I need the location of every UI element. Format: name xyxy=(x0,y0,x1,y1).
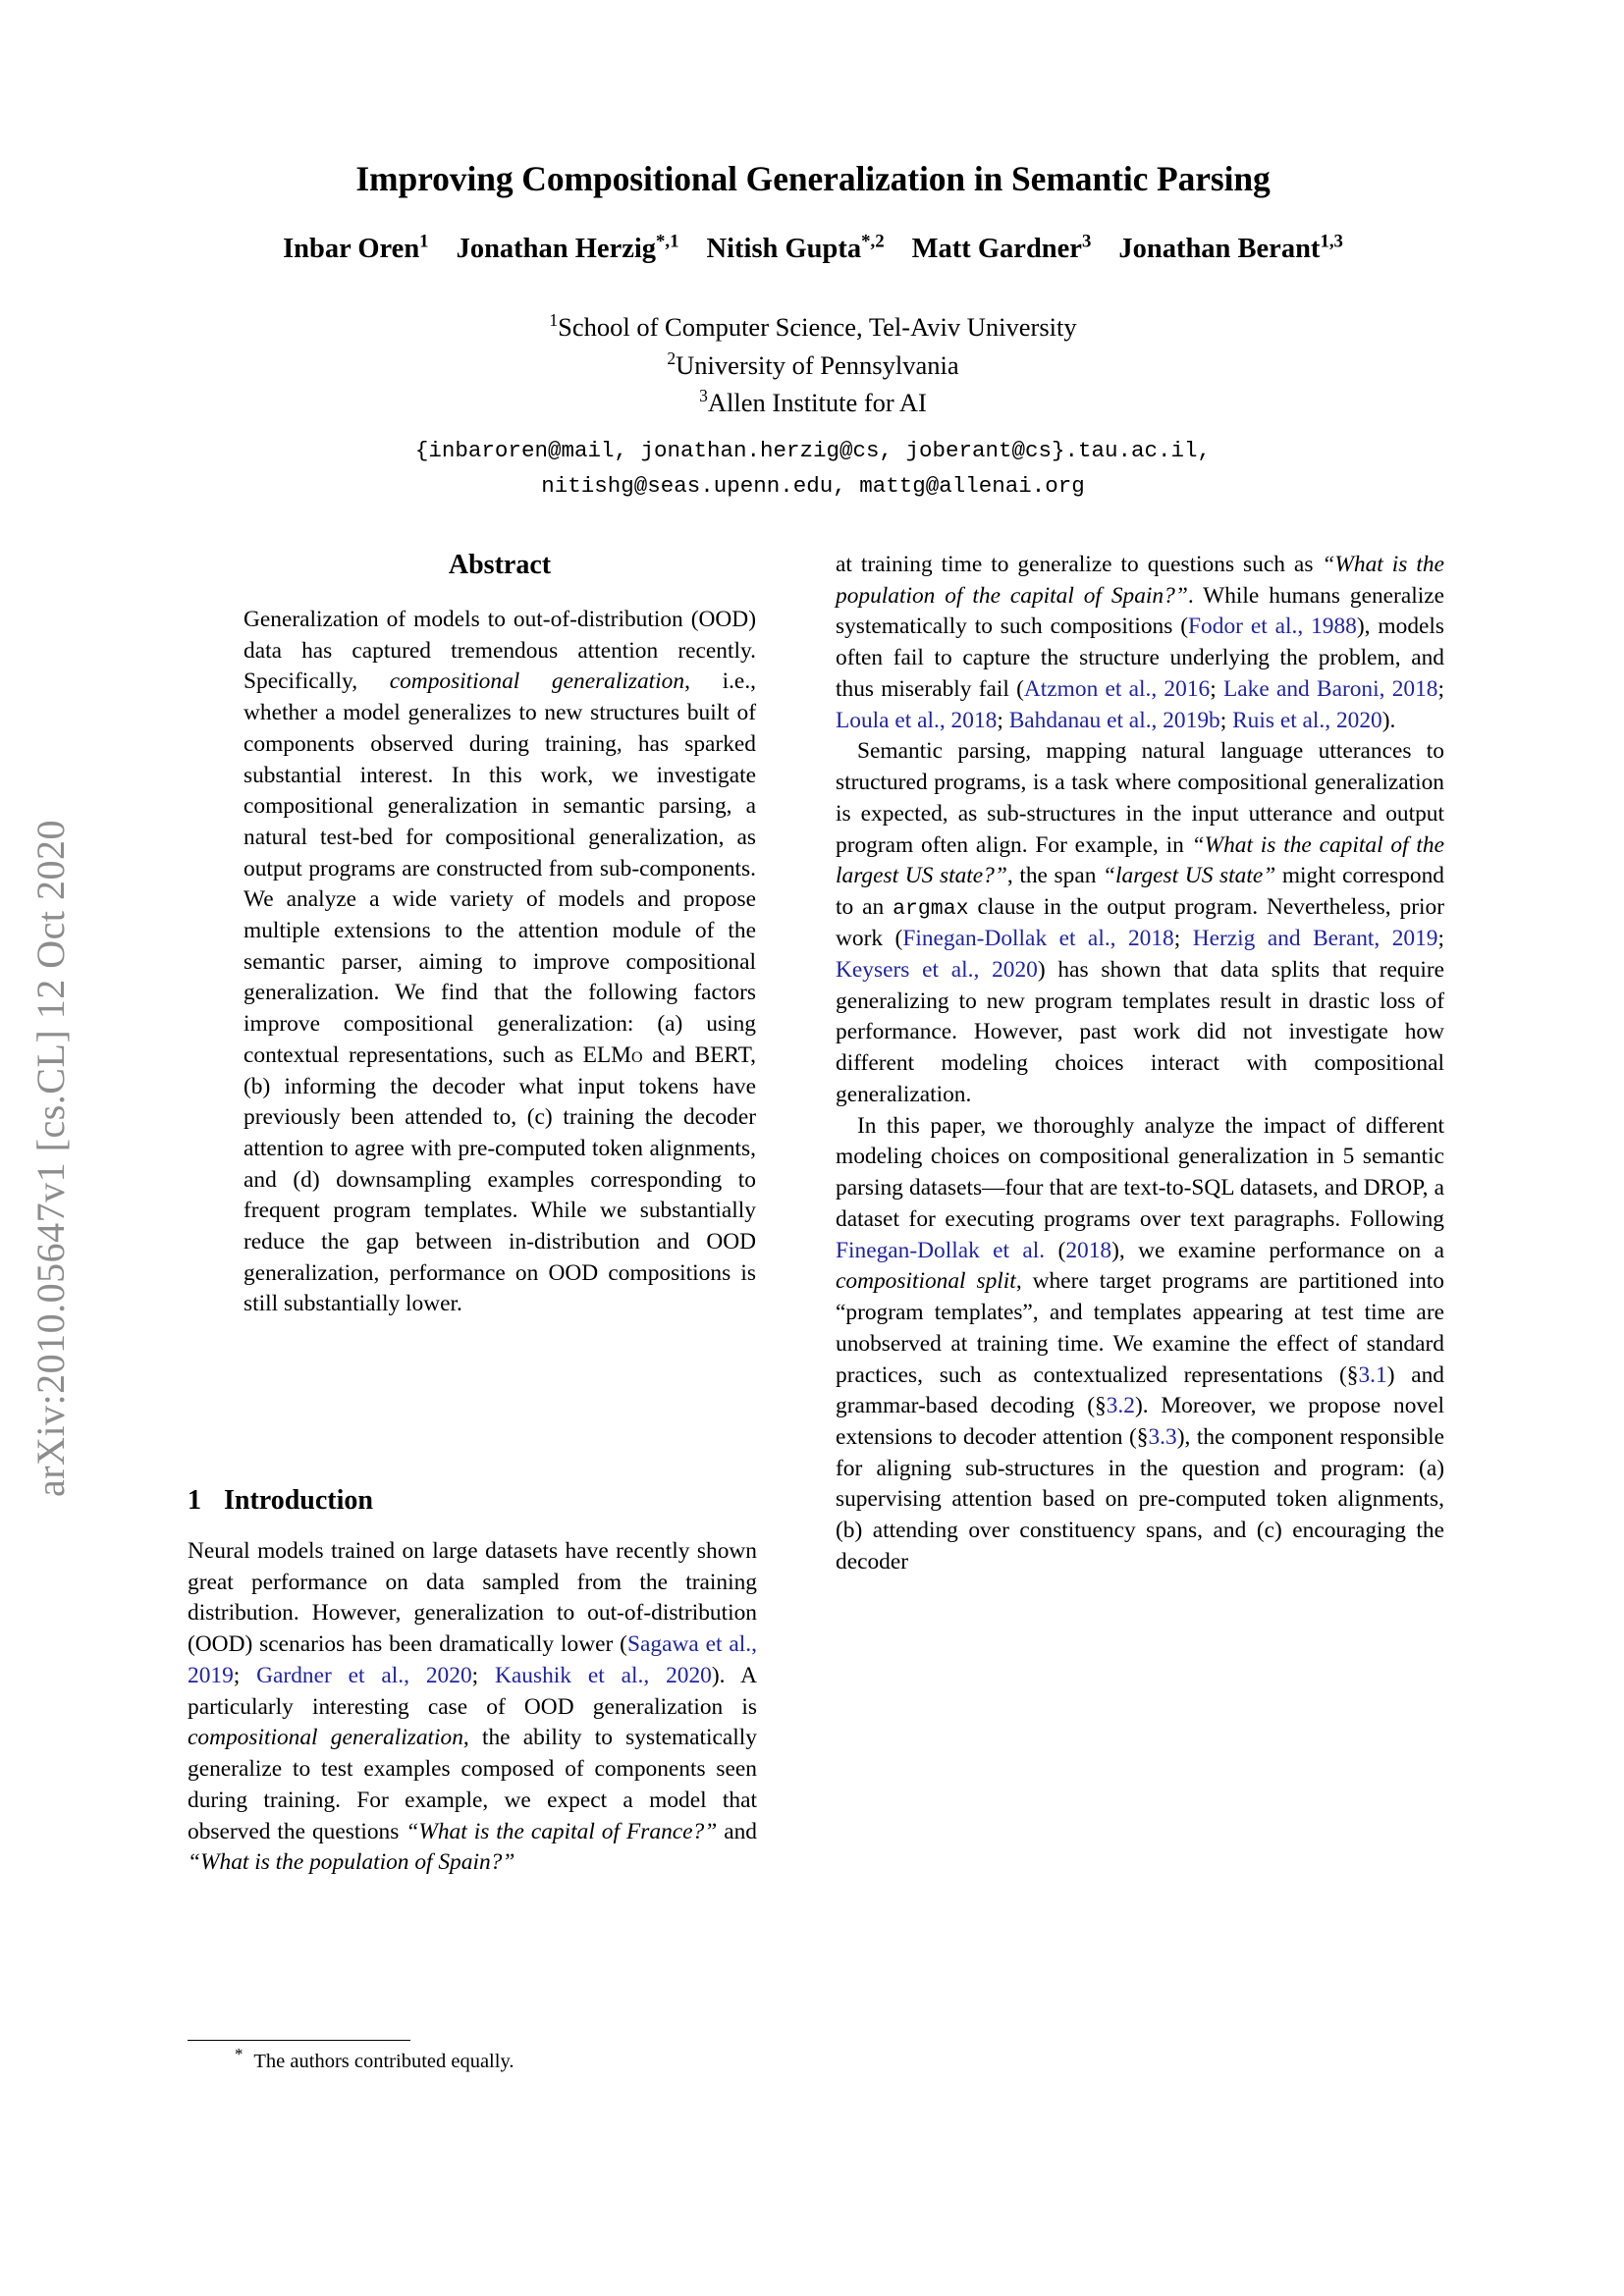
affiliation-text: School of Computer Science, Tel-Aviv University xyxy=(558,312,1077,343)
affiliation-entry xyxy=(170,308,1456,346)
citation-link[interactable]: Lake and Baroni, 2018 xyxy=(1222,675,1438,702)
example-question: “What is the capital of France?” xyxy=(406,1818,718,1844)
body-emphasis: compositional split xyxy=(836,1268,1016,1295)
body-text: might correspond to an xyxy=(836,863,1444,921)
body-text: , where target programs are partitioned into “program templates”, and templates appearing at test time are unobserved at training time. We examine the effect of standard practices, such as contextualized representations (§ xyxy=(836,1268,1445,1388)
citation-link[interactable]: Bahdanau et al., 2019b xyxy=(1008,707,1220,733)
body-text: at training time to generalize to questions such as xyxy=(836,552,1323,577)
body-text: ; xyxy=(233,1662,257,1688)
citation-link[interactable]: Fodor et al., 1988 xyxy=(1188,614,1357,640)
affiliation-entry xyxy=(170,347,1456,384)
author-entry xyxy=(706,231,885,265)
body-text: , the ability to systematically generalize to test examples composed of components seen during training. For example, we expect a model that observed the questions xyxy=(188,1725,757,1844)
affiliation-marker: 3 xyxy=(699,386,708,406)
abstract-text: Generalization of models to out-of-distribution (OOD) data has captured tremendous attention recently. Specifically, xyxy=(244,607,756,695)
citation-link[interactable]: Atzmon et al., 2016 xyxy=(1023,675,1211,702)
author-entry xyxy=(283,231,429,265)
body-text: Neural models trained on large datasets have recently shown great performance on data sampled from the training distribution. However, generalization to out-of-distribution (OOD) scenarios has been dramatically lower ( xyxy=(188,1538,757,1658)
abstract-heading: Abstract xyxy=(448,550,552,580)
section-ref-link[interactable]: 3.1 xyxy=(1358,1362,1387,1388)
citation-link[interactable]: Finegan-Dollak et al. xyxy=(836,1237,1046,1263)
email-list xyxy=(170,433,1456,505)
example-span: “largest US state” xyxy=(1103,863,1276,889)
abstract-text: , (b) informing the decoder what input tokens have previously been attended to, (c) training the decoder attention to agree with pre-computed token alignments, and (d) downsampling examples corresponding to frequent program templates. While we substantially reduce the gap between in-distribution and OOD generalization, performance on OOD compositions is still substantially lower. xyxy=(244,1041,756,1317)
body-text: ; xyxy=(1437,926,1445,952)
citation-link[interactable]: Keysers et al., 2020 xyxy=(836,957,1038,983)
footnote-text xyxy=(188,2045,757,2075)
author-affiliation-marker: *,1 xyxy=(656,231,679,252)
body-text: clause in the output program. Nevertheless, prior work ( xyxy=(836,894,1444,952)
body-text: ), models often fail to capture the structure underlying the problem, and thus miserably fail ( xyxy=(836,614,1444,702)
body-text: ; xyxy=(1219,707,1233,733)
intro-paragraph-1-cont xyxy=(836,550,1444,736)
intro-paragraph-1 xyxy=(188,1536,757,1879)
abstract-section xyxy=(244,550,756,1320)
section-ref-link[interactable]: 3.2 xyxy=(1106,1393,1135,1419)
body-text: , the span xyxy=(1006,863,1104,889)
author-entry xyxy=(911,231,1092,265)
section-title: Introduction xyxy=(224,1485,373,1516)
author-affiliation-marker: *,2 xyxy=(861,231,885,252)
section-heading-introduction xyxy=(188,1485,757,1517)
abstract-body xyxy=(244,605,756,1320)
body-text: . While humans generalize systematically to such compositions ( xyxy=(836,582,1444,640)
model-name-elmo: ELMo xyxy=(582,1041,643,1068)
footnote-marker: * xyxy=(235,2045,244,2064)
body-text: and xyxy=(717,1818,758,1844)
author-name: Jonathan Berant xyxy=(1118,234,1321,265)
intro-paragraph-2 xyxy=(836,736,1444,1110)
body-text: Semantic parsing, mapping natural language utterances to structured programs, is a task where compositional generalization is expected, as sub-structures in the input utterance and output program often align. For example, in xyxy=(836,738,1444,858)
citation-link[interactable]: Sagawa et al., 2019 xyxy=(188,1631,757,1688)
author-entry xyxy=(1118,231,1343,265)
body-text: ). Moreover, we propose novel extensions to decoder attention (§ xyxy=(836,1393,1444,1451)
section-ref-link[interactable]: 3.3 xyxy=(1148,1424,1177,1451)
title-block xyxy=(170,157,1456,505)
affiliation-marker: 1 xyxy=(549,310,559,331)
footnote-block xyxy=(188,2040,757,2075)
intro-paragraph-3 xyxy=(836,1111,1444,1578)
body-text: ( xyxy=(1045,1237,1066,1263)
body-text: ). A particularly interesting case of OOD generalization is xyxy=(188,1662,757,1720)
abstract-text: and xyxy=(642,1041,695,1068)
code-token-argmax: argmax xyxy=(893,897,969,922)
affiliation-entry xyxy=(170,384,1456,421)
body-text: ; xyxy=(471,1662,496,1688)
model-name-bert: BERT xyxy=(694,1041,751,1068)
citation-link[interactable]: Gardner et al., 2020 xyxy=(256,1662,472,1688)
citation-link[interactable]: Loula et al., 2018 xyxy=(836,707,998,733)
author-name: Matt Gardner xyxy=(911,234,1082,265)
citation-link[interactable]: Kaushik et al., 2020 xyxy=(495,1662,712,1688)
author-affiliation-marker: 1,3 xyxy=(1320,231,1343,252)
example-question: “What is the capital of the largest US state?” xyxy=(836,831,1444,889)
author-affiliation-marker: 3 xyxy=(1081,231,1092,252)
author-name: Nitish Gupta xyxy=(706,234,862,265)
body-text: ; xyxy=(1210,675,1223,702)
email-line: {inbaroren@mail, jonathan.herzig@cs, joberant@cs}.tau.ac.il, xyxy=(414,437,1212,463)
email-line: nitishg@seas.upenn.edu, mattg@allenai.org xyxy=(541,473,1085,500)
abstract-emphasis: compositional generalization xyxy=(389,668,685,695)
body-emphasis: compositional generalization xyxy=(188,1725,463,1751)
body-text: ), the component responsible for aligning sub-structures in the question and program: (a) supervising attention based on pre-computed token alignments, (b) attending over constituency spans, and (c) encouraging the decoder xyxy=(836,1424,1444,1575)
citation-link[interactable]: Ruis et al., 2020 xyxy=(1232,707,1382,733)
column-right xyxy=(836,550,1444,1578)
body-text: ; xyxy=(1437,675,1444,702)
body-text: ; xyxy=(997,707,1009,733)
citation-link[interactable]: Herzig and Berant, 2019 xyxy=(1192,926,1438,952)
author-affiliation-marker: 1 xyxy=(419,231,429,252)
body-text: ) and grammar-based decoding (§ xyxy=(836,1362,1444,1419)
affiliation-list xyxy=(170,308,1456,504)
arxiv-stamp: arXiv:2010.05647v1 [cs.CL] 12 Oct 2020 xyxy=(28,820,73,1498)
author-entry xyxy=(456,231,679,265)
body-text: ), we examine performance on a xyxy=(1111,1237,1444,1263)
page-title: Improving Compositional Generalization in Semantic Parsing xyxy=(355,159,1271,198)
affiliation-marker: 2 xyxy=(667,347,677,368)
author-name: Jonathan Herzig xyxy=(456,234,657,265)
author-list xyxy=(170,231,1456,265)
body-text: In this paper, we thoroughly analyze the impact of different modeling choices on compositional generalization in 5 semantic parsing datasets—four that are text-to-SQL datasets, and DROP, a dataset for executing programs over text paragraphs. Following xyxy=(836,1112,1444,1232)
citation-year-link[interactable]: 2018 xyxy=(1065,1237,1112,1263)
body-text: ). xyxy=(1381,707,1396,733)
example-question: “What is the population of Spain?” xyxy=(188,1849,515,1876)
author-name: Inbar Oren xyxy=(283,234,420,265)
abstract-text: , i.e., whether a model generalizes to new structures built of components observed during training, has sparked substantial interest. In this work, we investigate compositional generalization in semantic parsing, a natural test-bed for compositional generalization, as output programs are constructed from sub-components. We analyze a wide variety of models and propose multiple extensions to the attention module of the semantic parser, aiming to improve compositional generalization. We find that the following factors improve compositional generalization: (a) using contextual representations, such as xyxy=(244,668,757,1068)
footnote-rule xyxy=(188,2040,410,2041)
affiliation-text: University of Pennsylvania xyxy=(676,349,959,380)
citation-link[interactable]: Finegan-Dollak et al., 2018 xyxy=(902,926,1174,952)
example-question: “What is the population of the capital of Spain?” xyxy=(836,552,1444,609)
body-text: ; xyxy=(1173,926,1193,952)
footnote-body: The authors contributed equally. xyxy=(253,2051,514,2072)
body-text: ) has shown that data splits that require generalizing to new program templates result in drastic loss of performance. However, past work did not investigate how different modeling choices interact with compositional generalization. xyxy=(836,957,1444,1107)
affiliation-text: Allen Institute for AI xyxy=(707,388,927,418)
column-left xyxy=(188,1485,757,1879)
section-number: 1 xyxy=(188,1485,201,1516)
